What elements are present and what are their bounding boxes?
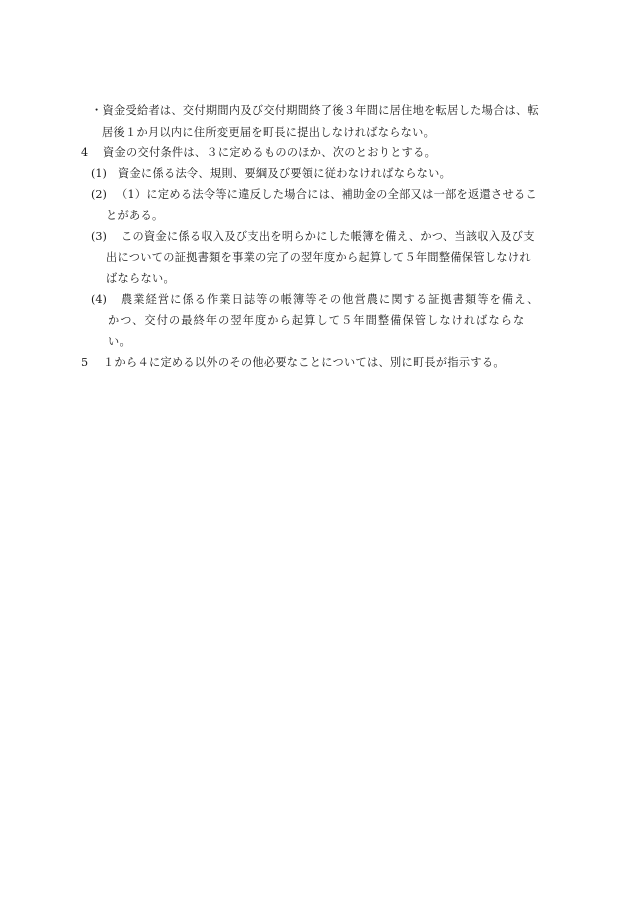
item-4-number: (4) — [91, 293, 107, 306]
item-1-number: (1) — [91, 167, 107, 180]
bullet-item-line-1: ・資金受給者は、交付期間内及び交付期間終了後３年間に居住地を転居した場合は、転 — [91, 104, 540, 117]
item-4-line-1: 農業経営に係る作業日誌等の帳簿等その他営農に関する証拠書類等を備え、 — [121, 293, 540, 306]
item-2-number: (2) — [91, 188, 107, 201]
item-4-line-3: い。 — [108, 335, 131, 348]
item-3-line-2: 出についての証拠書類を事業の完了の翌年度から起算して５年間整備保管しなけれ — [106, 251, 531, 264]
section-5-number: 5 — [81, 356, 89, 369]
item-3-number: (3) — [91, 230, 107, 243]
section-4-text: 資金の交付条件は、３に定めるもののほか、次のとおりとする。 — [103, 146, 437, 159]
item-2-line-2: とがある。 — [106, 209, 164, 222]
item-4-line-2: かつ、交付の最終年の翌年度から起算して５年間整備保管しなければならな — [108, 314, 526, 327]
item-1-line-1: 資金に係る法令、規則、要綱及び要領に従わなければならない。 — [118, 167, 452, 180]
bullet-item-line-2: 居後１か月以内に住所変更届を町長に提出しなければならない。 — [102, 126, 436, 139]
item-2-line-1: （1）に定める法令等に違反した場合には、補助金の全部又は一部を返還させるこ — [116, 188, 537, 201]
item-3-line-3: ばならない。 — [106, 272, 175, 285]
item-3-line-1: この資金に係る収入及び支出を明らかにした帳簿を備え、かつ、当該収入及び支 — [121, 230, 535, 243]
section-4-number: 4 — [81, 146, 89, 159]
section-5-text: １から４に定める以外のその他必要なことについては、別に町長が指示する。 — [103, 356, 505, 369]
